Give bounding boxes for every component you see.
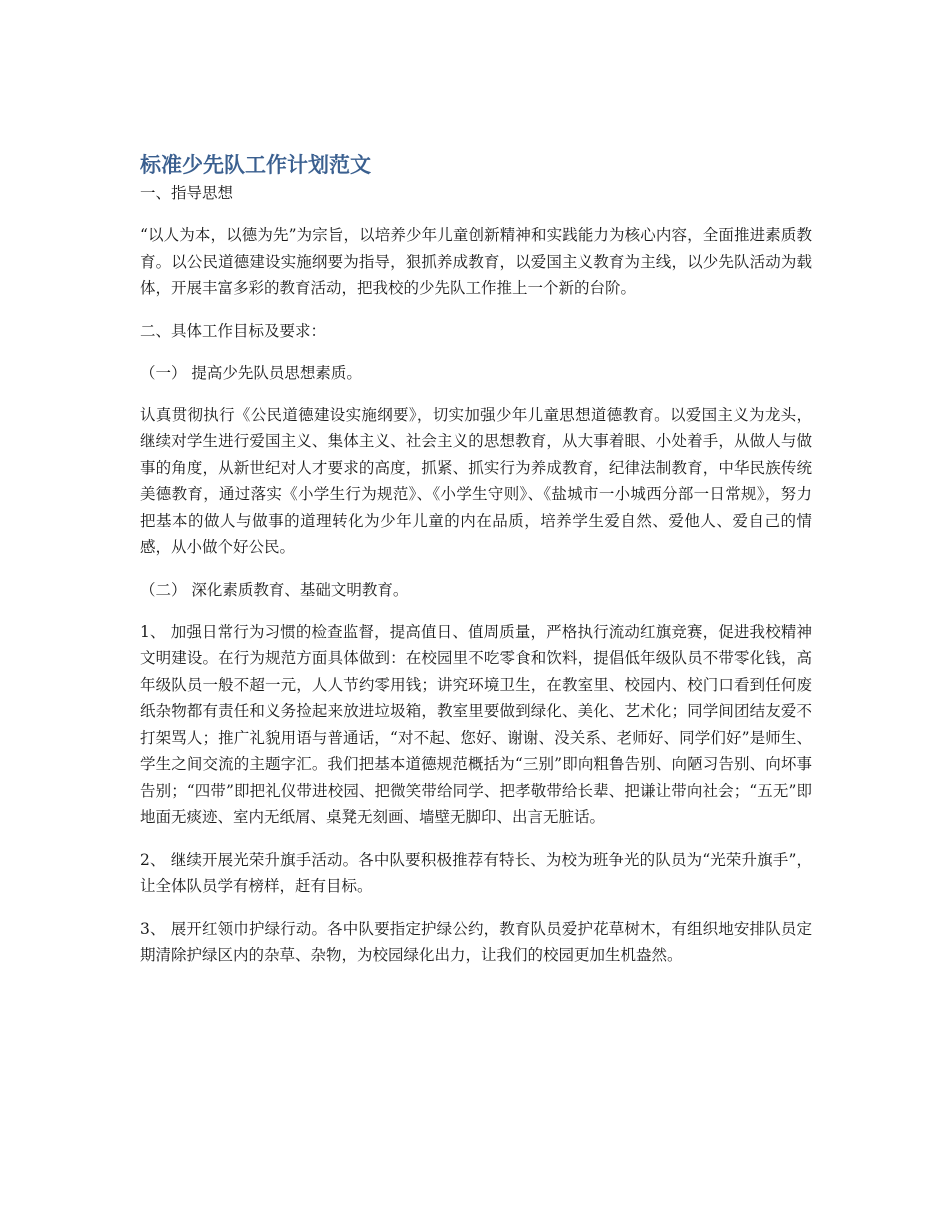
paragraph-guiding-ideology: “以人为本，以德为先”为宗旨，以培养少年儿童创新精神和实践能力为核心内容，全面推进素质教育。以公民道德建设实施纲要为指导，狠抓养成教育，以爱国主义教育为主线，以少先队活动为载体，开展丰富多彩的教育活动，把我校的少先队工作推上一个新的台阶。 — [140, 226, 812, 297]
subsection-heading-1: （一） 提高少先队员思想素质。 — [140, 363, 362, 382]
document-body — [140, 150, 812, 969]
subsection-heading-2: （二） 深化素质教育、基础文明教育。 — [140, 580, 409, 599]
list-item-1: 1、 加强日常行为习惯的检查监督，提高值日、值周质量，严格执行流动红旗竞赛，促进我校精神文明建设。在行为规范方面具体做到：在校园里不吃零食和饮料，提倡低年级队员不带零化钱，高年级队员一般不超一元，人人节约零用钱；讲究环境卫生，在教室里、校园内、校门口看到任何废纸杂物都有责任和义务捡起来放进垃圾箱，教室里要做到绿化、美化、艺术化；同学间团结友爱不打架骂人；推广礼貌用语与普通话，“对不起、您好、谢谢、没关系、老师好、同学们好”是师生、学生之间交流的主题字汇。我们把基本道德规范概括为“三别”即向粗鲁告别、向陋习告别、向坏事告别；“四带”即把礼仪带进校园、把微笑带给同学、把孝敬带给长辈、把谦让带向社会；“五无”即地面无痰迹、室内无纸屑、桌凳无刻画、墙壁无脚印、出言无脏话。 — [140, 622, 812, 826]
section-heading-guiding-ideology: 一、指导思想 — [140, 184, 234, 202]
document-title: 标准少先队工作计划范文 — [140, 153, 371, 177]
section-heading-work-goals: 二、具体工作目标及要求： — [140, 321, 327, 340]
paragraph-subsection-1: 认真贯彻执行《公民道德建设实施纲要》，切实加强少年儿童思想道德教育。以爱国主义为龙头，继续对学生进行爱国主义、集体主义、社会主义的思想教育，从大事着眼、小处着手，从做人与做事的角度，从新世纪对人才要求的高度，抓紧、抓实行为养成教育，纪律法制教育，中华民族传统美德教育，通过落实《小学生行为规范》、《小学生守则》、《盐城市一小城西分部一日常规》，努力把基本的做人与做事的道理转化为少年儿童的内在品质，培养学生爱自然、爱他人、爱自己的情感，从小做个好公民。 — [140, 405, 812, 556]
list-item-2: 2、 继续开展光荣升旗手活动。各中队要积极推荐有特长、为校为班争光的队员为“光荣升旗手”，让全体队员学有榜样，赶有目标。 — [140, 850, 812, 895]
list-item-3: 3、 展开红领巾护绿行动。各中队要指定护绿公约，教育队员爱护花草树木，有组织地安排队员定期清除护绿区内的杂草、杂物，为校园绿化出力，让我们的校园更加生机盎然。 — [140, 919, 812, 964]
